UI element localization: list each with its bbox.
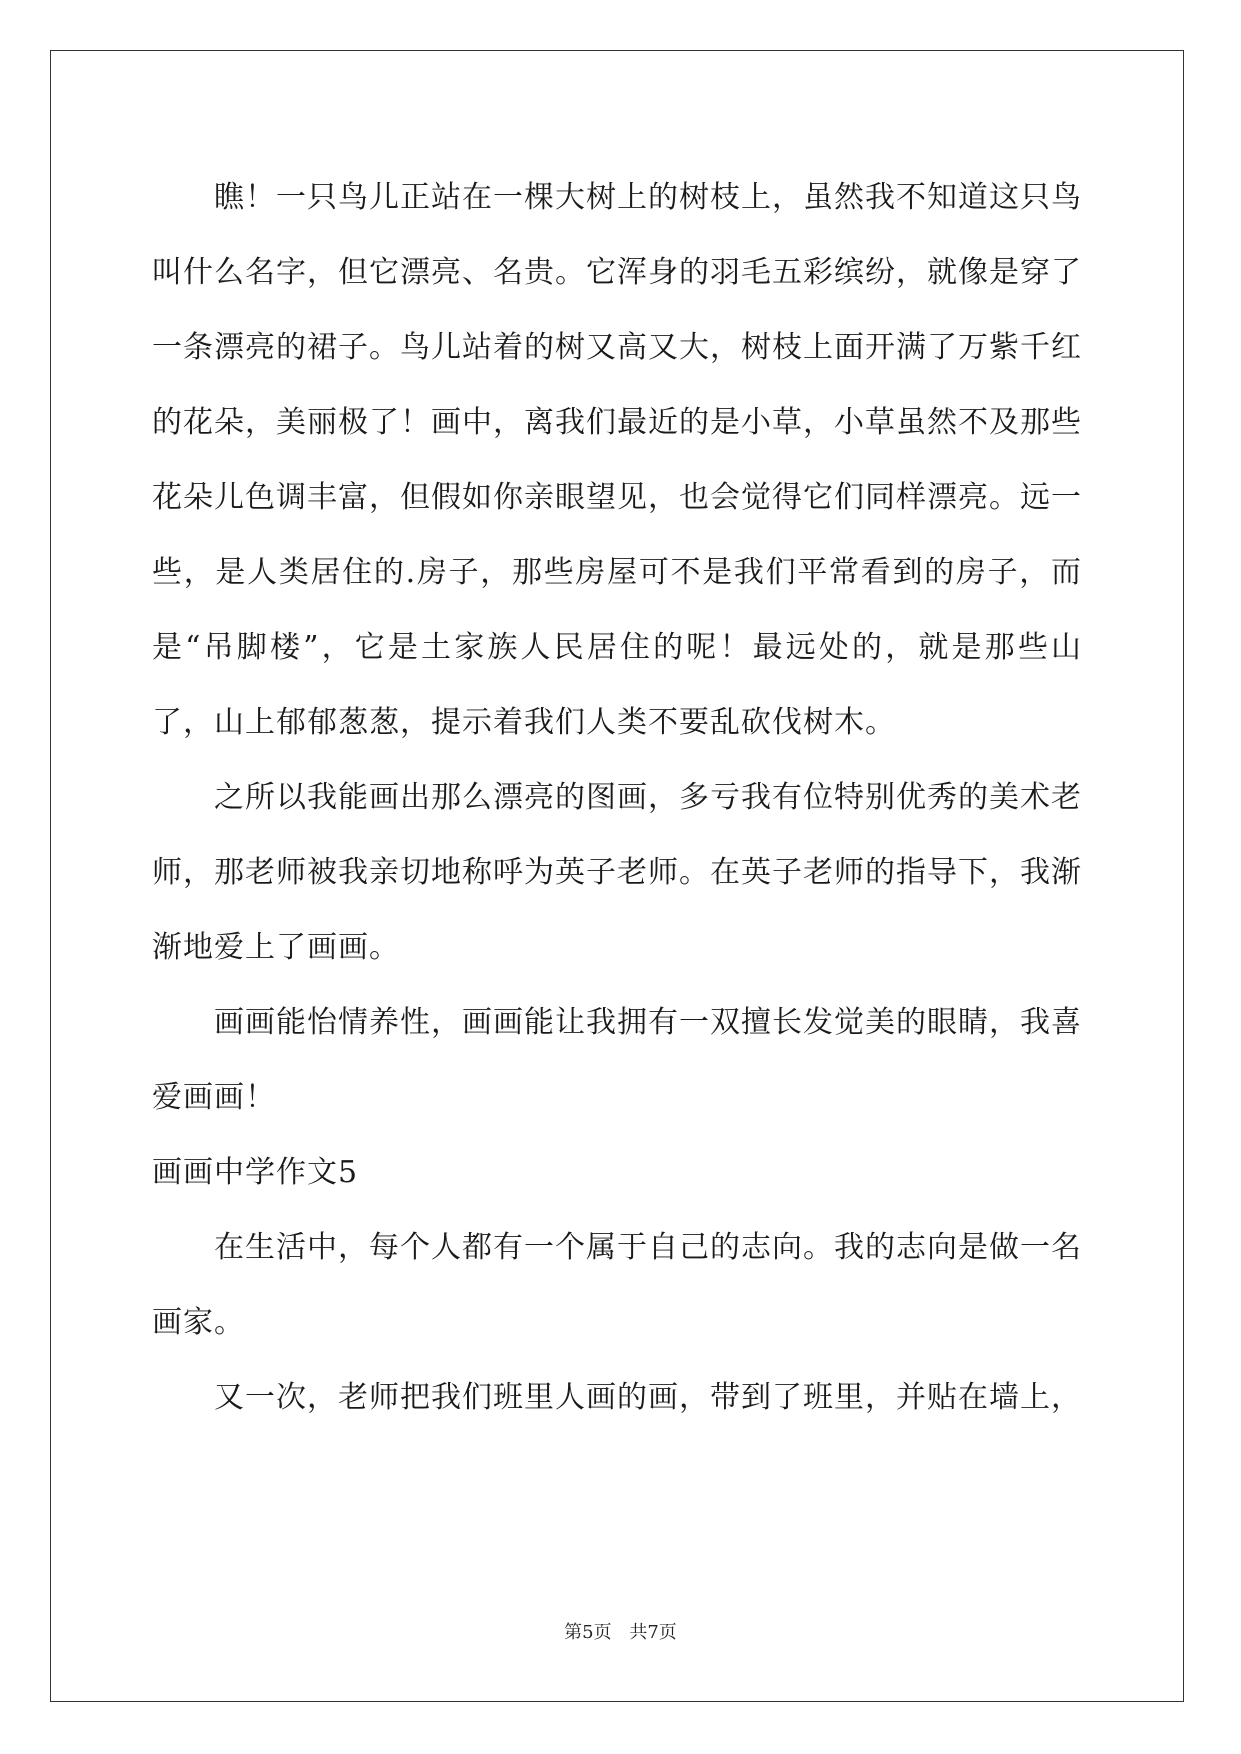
paragraph-bird-tree: 瞧！一只鸟儿正站在一棵大树上的树枝上，虽然我不知道这只鸟叫什么名字，但它漂亮、名贵。它浑身的羽毛五彩缤纷，就像是穿了一条漂亮的裙子。鸟儿站着的树又高又大，树枝上面开满了万紫千红的花朵，美丽极了！画中，离我们最近的是小草，小草虽然不及那些花朵儿色调丰富，但假如你亲眼望见，也会觉得它们同样漂亮。远一些，是人类居住的.房子，那些房屋可不是我们平常看到的房子，而是“吊脚楼”，它是土家族人民居住的呢！最远处的，就是那些山了，山上郁郁葱葱，提示着我们人类不要乱砍伐树木。: [152, 180, 1082, 740]
paragraph-love-painting: 画画能怡情养性，画画能让我拥有一双擅长发觉美的眼睛，我喜爱画画！: [152, 1005, 1082, 1115]
page-total: 共7页: [629, 1622, 677, 1643]
section-heading: 画画中学作文5: [152, 1155, 359, 1190]
paragraph-ambition: 在生活中，每个人都有一个属于自己的志向。我的志向是做一名画家。: [152, 1230, 1082, 1340]
page-footer: [0, 1618, 1241, 1644]
page-number: 第5页: [564, 1622, 612, 1643]
paragraph-art-teacher: 之所以我能画出那么漂亮的图画，多亏我有位特别优秀的美术老师，那老师被我亲切地称呼为英子老师。在英子老师的指导下，我渐渐地爱上了画画。: [152, 780, 1082, 965]
paragraph-class-paintings: 又一次，老师把我们班里人画的画，带到了班里，并贴在墙上，: [214, 1380, 1082, 1415]
document-body: [152, 160, 1082, 1435]
